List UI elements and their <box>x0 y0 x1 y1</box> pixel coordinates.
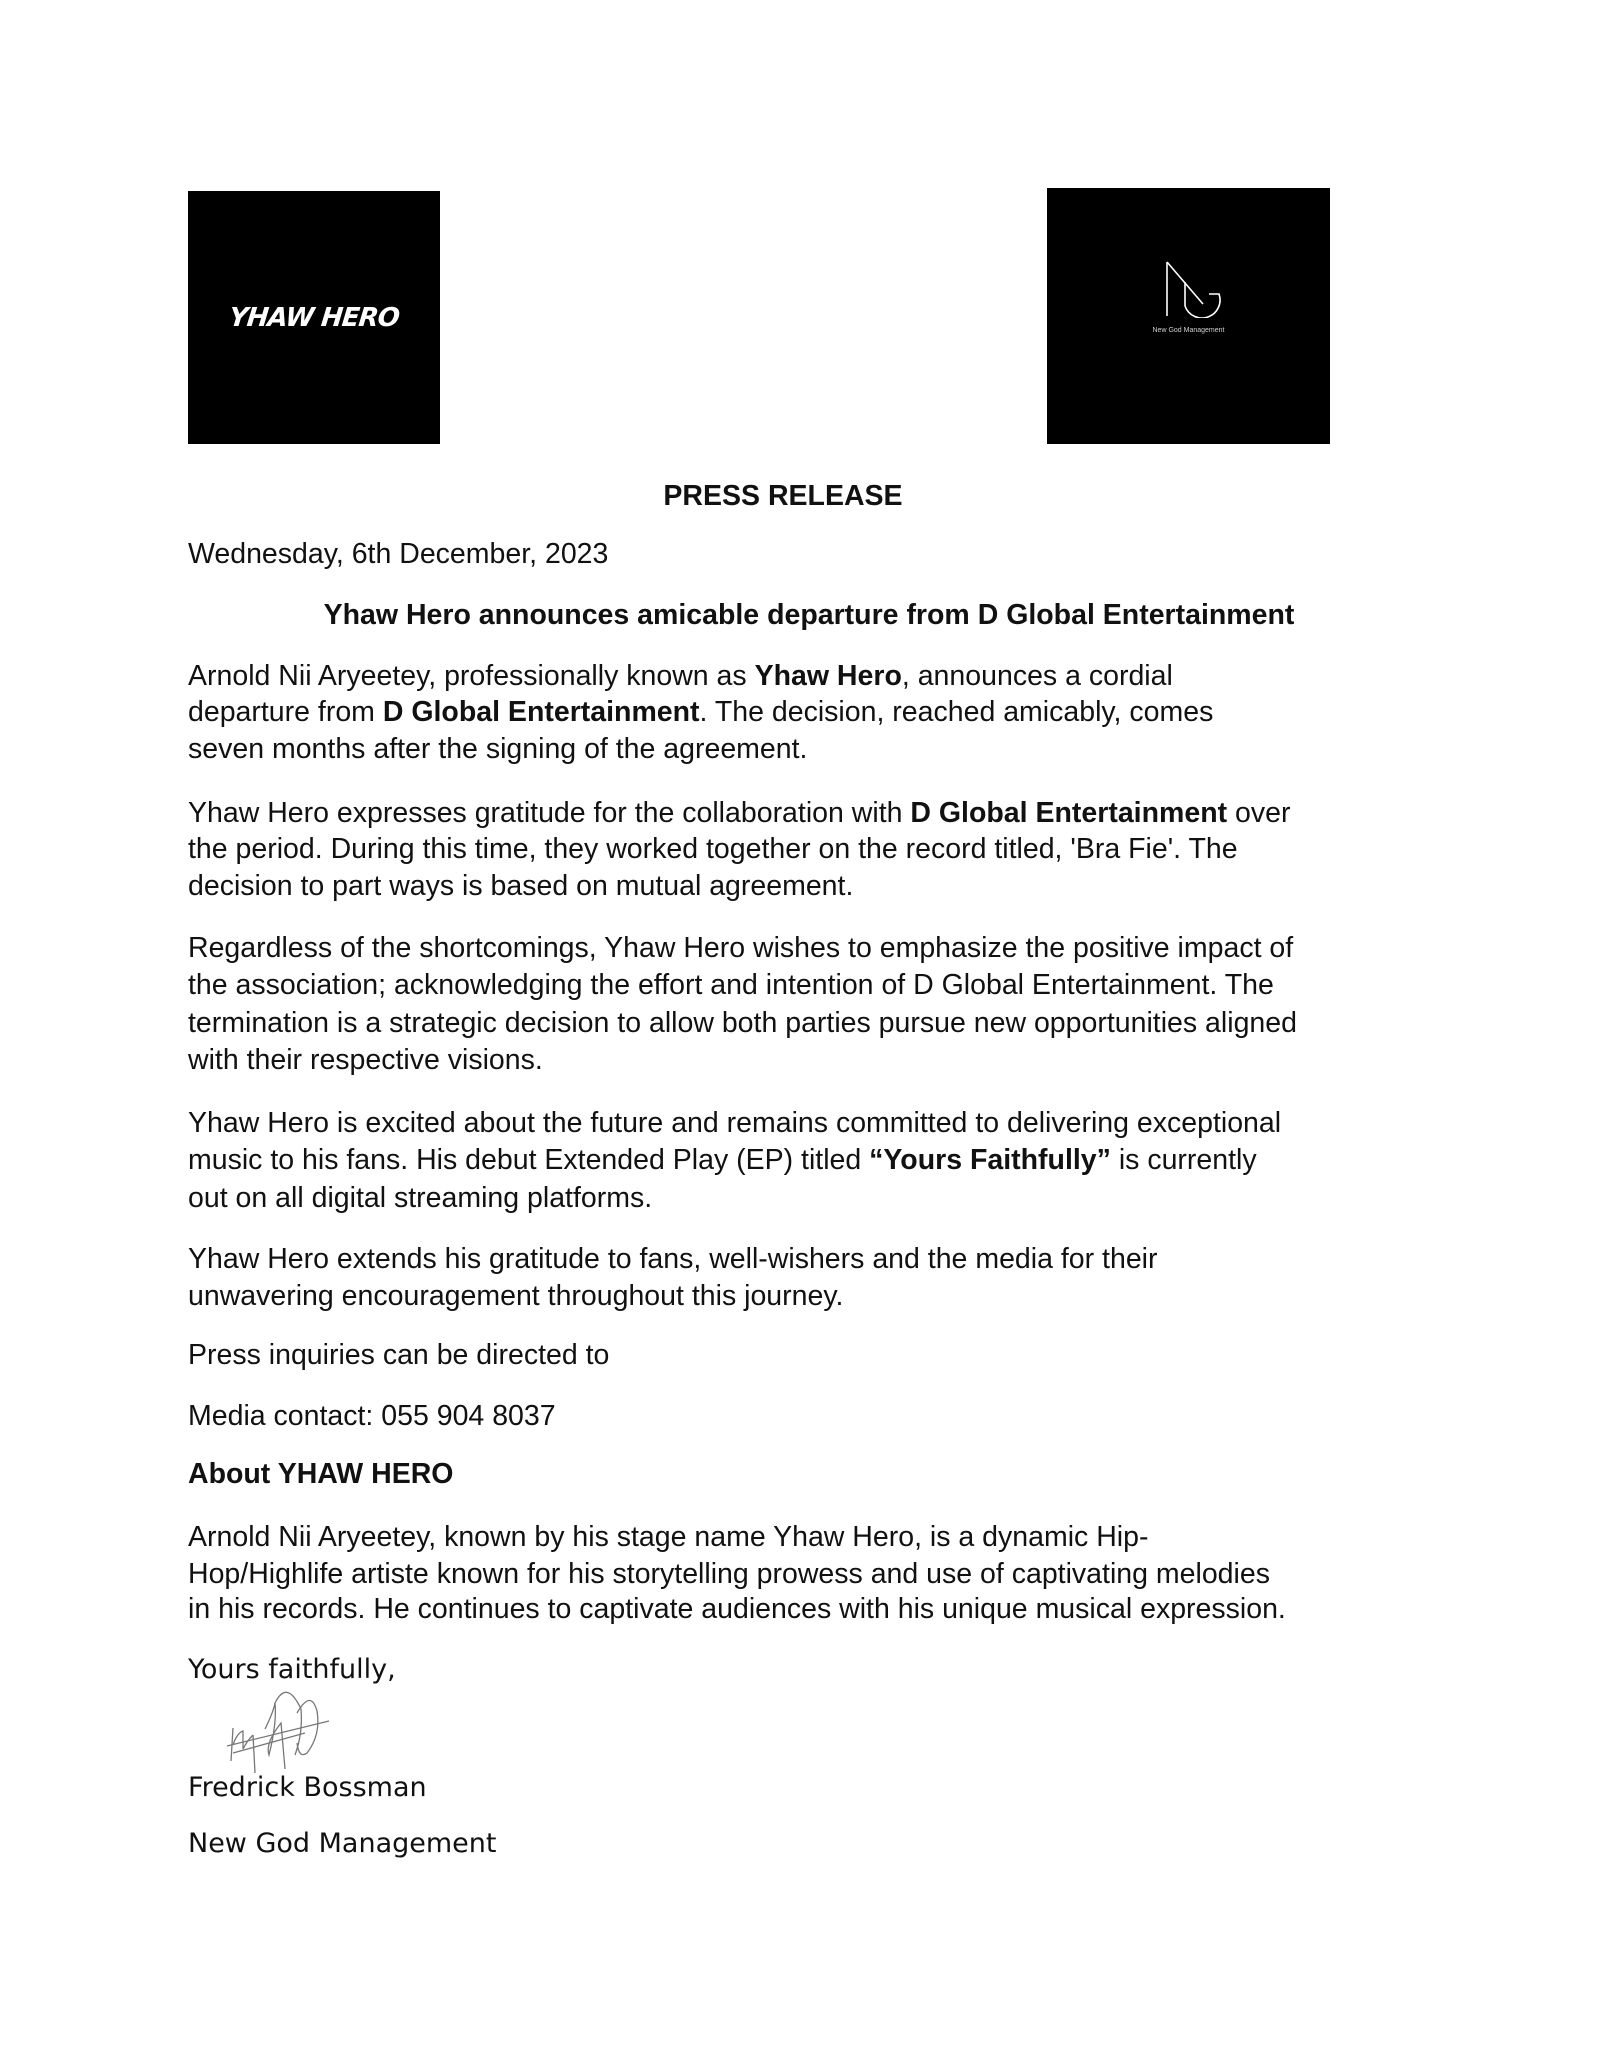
new-god-management-logo-caption: New God Management <box>1152 327 1225 334</box>
release-date: Wednesday, 6th December, 2023 <box>188 538 609 570</box>
paragraph-line: out on all digital streaming platforms. <box>188 1182 653 1214</box>
media-contact: Media contact: 055 904 8037 <box>188 1400 556 1432</box>
paragraph-line: in his records. He continues to captivate audiences with his unique musical expression. <box>188 1593 1286 1625</box>
text-run: departure from <box>188 696 383 728</box>
paragraph-line <box>188 658 1173 694</box>
ng-monogram-icon <box>1163 260 1223 318</box>
paragraph-line: Yhaw Hero extends his gratitude to fans, well-wishers and the media for their <box>188 1243 1158 1275</box>
text-run: . The decision, reached amicably, comes <box>699 696 1214 728</box>
paragraph-line: termination is a strategic decision to allow both parties pursue new opportunities aligned <box>188 1007 1297 1039</box>
paragraph-line: the period. During this time, they worked together on the record titled, 'Bra Fie'. The <box>188 833 1238 865</box>
paragraph-line: decision to part ways is based on mutual agreement. <box>188 870 854 902</box>
document-heading: PRESS RELEASE <box>663 480 903 512</box>
signatory-organization: New God Management <box>188 1828 497 1859</box>
about-heading: About YHAW HERO <box>188 1458 454 1490</box>
signature <box>225 1683 345 1778</box>
paragraph-line: Regardless of the shortcomings, Yhaw Hero wishes to emphasize the positive impact of <box>188 932 1294 964</box>
artist-name-bold: Yhaw Hero <box>754 660 902 692</box>
closing-salutation: Yours faithfully, <box>188 1654 396 1685</box>
yhaw-hero-logo <box>188 191 440 444</box>
text-run: Yhaw Hero expresses gratitude for the collaboration with <box>188 797 911 829</box>
new-god-management-logo <box>1047 188 1330 444</box>
paragraph-line: unwavering encouragement throughout this journey. <box>188 1280 844 1312</box>
paragraph-line: with their respective visions. <box>188 1044 543 1076</box>
text-run: music to his fans. His debut Extended Play (EP) titled <box>188 1144 870 1176</box>
text-run: , announces a cordial <box>901 660 1173 692</box>
paragraph-line: seven months after the signing of the agreement. <box>188 733 808 765</box>
paragraph-line: the association; acknowledging the effort and intention of D Global Entertainment. The <box>188 969 1274 1001</box>
headline: Yhaw Hero announces amicable departure from D Global Entertainment <box>323 599 1295 631</box>
text-run: over <box>1227 797 1291 829</box>
text-run: Arnold Nii Aryeetey, professionally known as <box>188 660 755 692</box>
yhaw-hero-logo-text: YHAW HERO <box>227 303 401 333</box>
paragraph-line: Hop/Highlife artiste known for his storytelling prowess and use of captivating melodies <box>188 1558 1270 1590</box>
text-run: is currently <box>1110 1144 1257 1176</box>
label-name-bold: D Global Entertainment <box>910 797 1228 829</box>
paragraph-line: Yhaw Hero is excited about the future and remains committed to delivering exceptional <box>188 1107 1282 1139</box>
paragraph-line <box>188 1142 1257 1178</box>
ep-title-bold: “Yours Faithfully” <box>869 1144 1111 1176</box>
paragraph-line: Arnold Nii Aryeetey, known by his stage name Yhaw Hero, is a dynamic Hip- <box>188 1521 1149 1553</box>
label-name-bold: D Global Entertainment <box>382 696 700 728</box>
paragraph-line <box>188 795 1290 831</box>
signatory-name: Fredrick Bossman <box>188 1772 427 1803</box>
press-inquiries: Press inquiries can be directed to <box>188 1339 610 1371</box>
paragraph-line <box>188 694 1213 730</box>
